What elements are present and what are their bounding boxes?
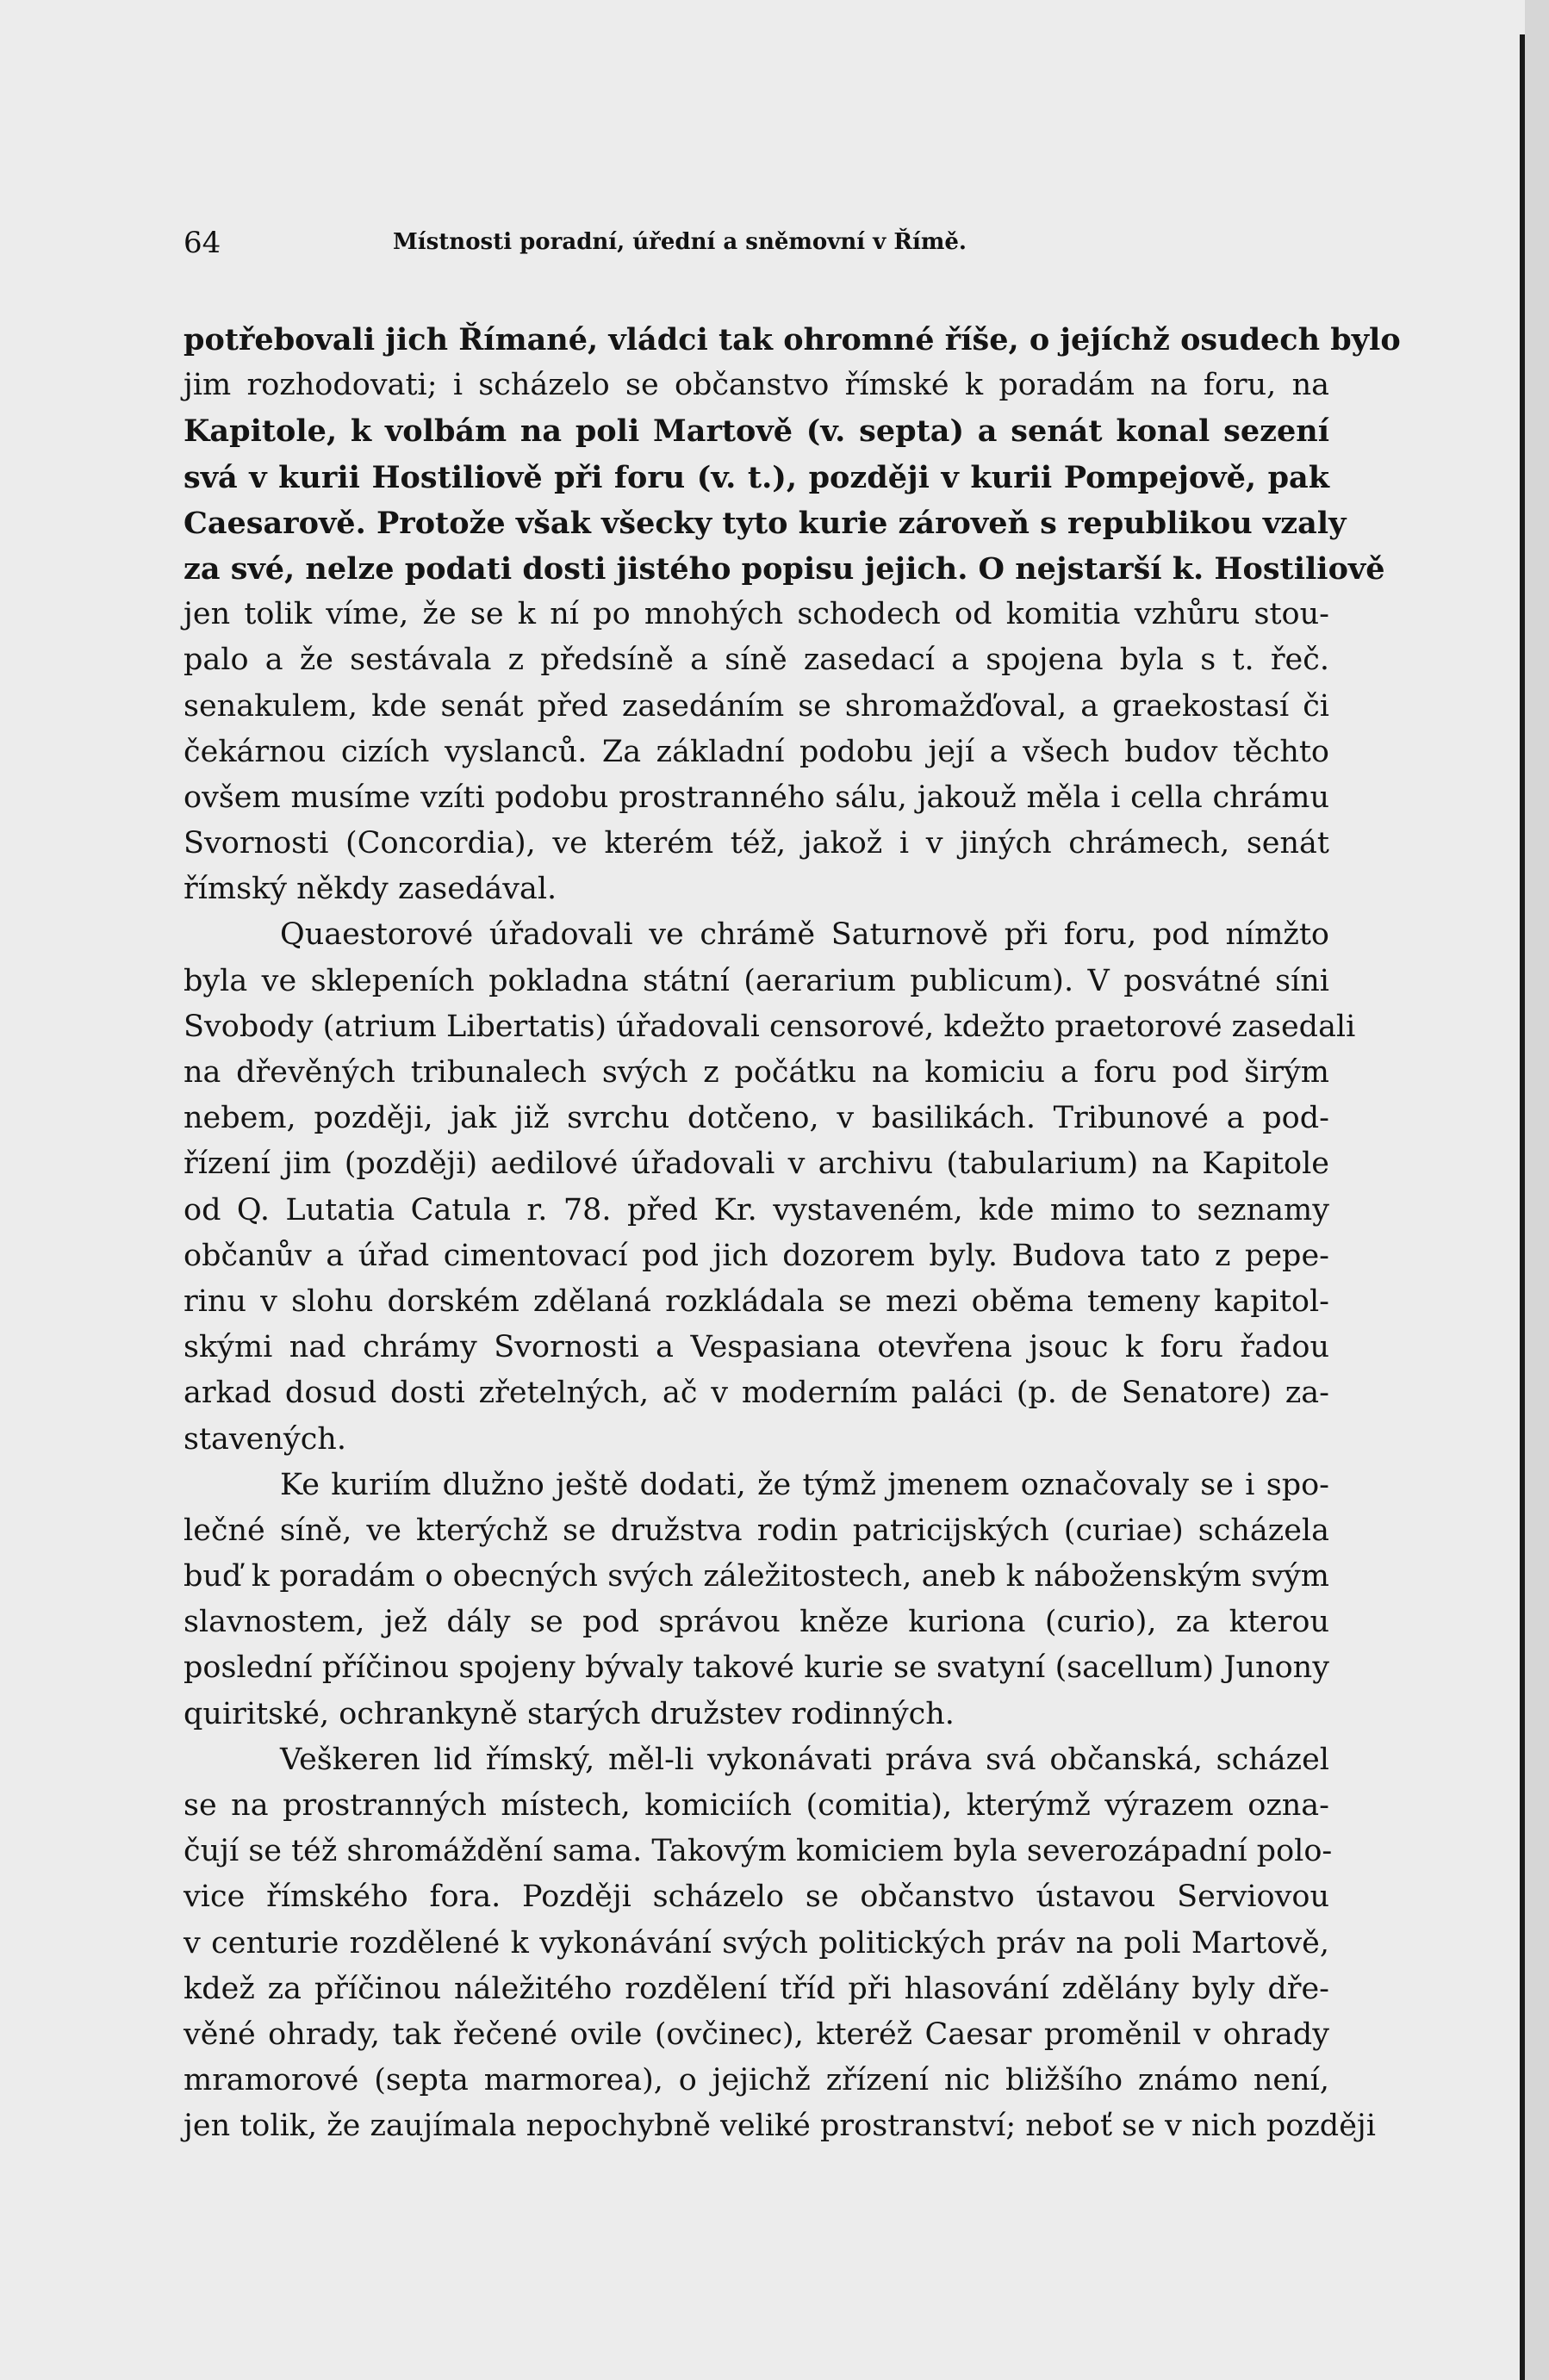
text-line: Veškeren lid římský, měl-li vykonávati práva svá občanská, scházel xyxy=(280,1742,1329,1777)
running-title: Místnosti poradní, úřední a sněmovní v Římě. xyxy=(393,229,967,255)
body-text xyxy=(184,317,1401,2150)
text-line: Kapitole, k volbám na poli Martově (v. septa) a senát konal sezení xyxy=(184,413,1329,450)
text-line: senakulem, kde senát před zasedáním se shromažďoval, a graekostasí či xyxy=(184,688,1329,724)
text-line: potřebovali jich Římané, vládci tak ohromné říše, o jejíchž osudech bylo xyxy=(184,322,1401,357)
text-line: vice římského fora. Později scházelo se občanstvo ústavou Serviovou xyxy=(184,1880,1329,1915)
text-line: poslední příčinou spojeny bývaly takové kurie se svatyní (sacellum) Junony xyxy=(184,1650,1329,1686)
text-line: věné ohrady, tak řečené ovile (ovčinec), kteréž Caesar proměnil v ohrady xyxy=(184,2016,1329,2052)
text-line: Caesarově. Protože však všecky tyto kurie zároveň s republikou vzaly xyxy=(184,505,1347,541)
text-line: nebem, později, jak již svrchu dotčeno, v basilikách. Tribunové a pod- xyxy=(184,1101,1329,1136)
text-line: jen tolik víme, že se k ní po mnohých schodech od komitia vzhůru stou- xyxy=(184,597,1329,632)
text-line: jim rozhodovati; i scházelo se občanstvo římské k poradám na foru, na xyxy=(184,368,1329,403)
text-line: Svobody (atrium Libertatis) úřadovali censorové, kdežto praetorové zasedali xyxy=(184,1009,1356,1044)
page-number: 64 xyxy=(184,226,221,260)
text-line: občanův a úřad cimentovací pod jich dozorem byly. Budova tato z pepe- xyxy=(184,1238,1329,1273)
text-line: buď k poradám o obecných svých záležitostech, aneb k náboženským svým xyxy=(184,1559,1329,1594)
text-line: quiritské, ochrankyně starých družstev rodinných. xyxy=(184,1696,955,1731)
text-line: za své, nelze podati dosti jistého popisu jejich. O nejstarší k. Hostiliově xyxy=(184,550,1385,587)
text-line: se na prostranných místech, komiciích (comitia), kterýmž výrazem ozna- xyxy=(184,1788,1329,1823)
text-line: Quaestorové úřadovali ve chrámě Saturnově při foru, pod nímžto xyxy=(280,917,1329,953)
text-line: kdež za příčinou náležitého rozdělení tříd při hlasování zdělány byly dře- xyxy=(184,1971,1329,2006)
text-line: svá v kurii Hostiliově při foru (v. t.), později v kurii Pompejově, pak xyxy=(184,459,1329,495)
text-line: čekárnou cizích vyslanců. Za základní podobu její a všech budov těchto xyxy=(184,734,1329,769)
text-line: arkad dosud dosti zřetelných, ač v moderním paláci (p. de Senatore) za- xyxy=(184,1376,1329,1411)
text-line: stavených. xyxy=(184,1421,346,1457)
page-header xyxy=(184,226,1329,265)
text-line: Ke kuriím dlužno ještě dodati, že týmž jmenem označovaly se i spo- xyxy=(280,1467,1329,1502)
text-line: ovšem musíme vzíti podobu prostranného sálu, jakouž měla i cella chrámu xyxy=(184,780,1329,815)
text-line: palo a že sestávala z předsíně a síně zasedací a spojena byla s t. řeč. xyxy=(184,643,1329,678)
text-line: v centurie rozdělené k vykonávání svých politických práv na poli Martově, xyxy=(184,1925,1329,1961)
text-line: jen tolik, že zaujímala nepochybně veliké prostranství; neboť se v nich později xyxy=(184,2109,1376,2144)
text-line: římský někdy zasedával. xyxy=(184,872,557,907)
text-line: lečné síně, ve kterýchž se družstva rodin patricijských (curiae) scházela xyxy=(184,1513,1329,1548)
text-line: slavnostem, jež dály se pod správou kněze kuriona (curio), za kterou xyxy=(184,1605,1329,1640)
page-spine-shadow xyxy=(1520,34,1525,2380)
text-line: mramorové (septa marmorea), o jejichž zřízení nic bližšího známo není, xyxy=(184,2063,1329,2098)
text-line: na dřevěných tribunalech svých z počátku na komiciu a foru pod širým xyxy=(184,1055,1329,1090)
text-line: čují se též shromáždění sama. Takovým komiciem byla severozápadní polo- xyxy=(184,1834,1333,1869)
text-line: skými nad chrámy Svornosti a Vespasiana otevřena jsouc k foru řadou xyxy=(184,1330,1329,1365)
text-line: řízení jim (později) aedilové úřadovali v archivu (tabularium) na Kapitole xyxy=(184,1147,1329,1182)
text-line: byla ve sklepeních pokladna státní (aerarium publicum). V posvátné síni xyxy=(184,963,1329,998)
text-line: rinu v slohu dorském zdělaná rozkládala se mezi oběma temeny kapitol- xyxy=(184,1283,1329,1319)
text-line: Svornosti (Concordia), ve kterém též, jakož i v jiných chrámech, senát xyxy=(184,826,1329,861)
text-line: od Q. Lutatia Catula r. 78. před Kr. vystaveném, kde mimo to seznamy xyxy=(184,1192,1329,1227)
